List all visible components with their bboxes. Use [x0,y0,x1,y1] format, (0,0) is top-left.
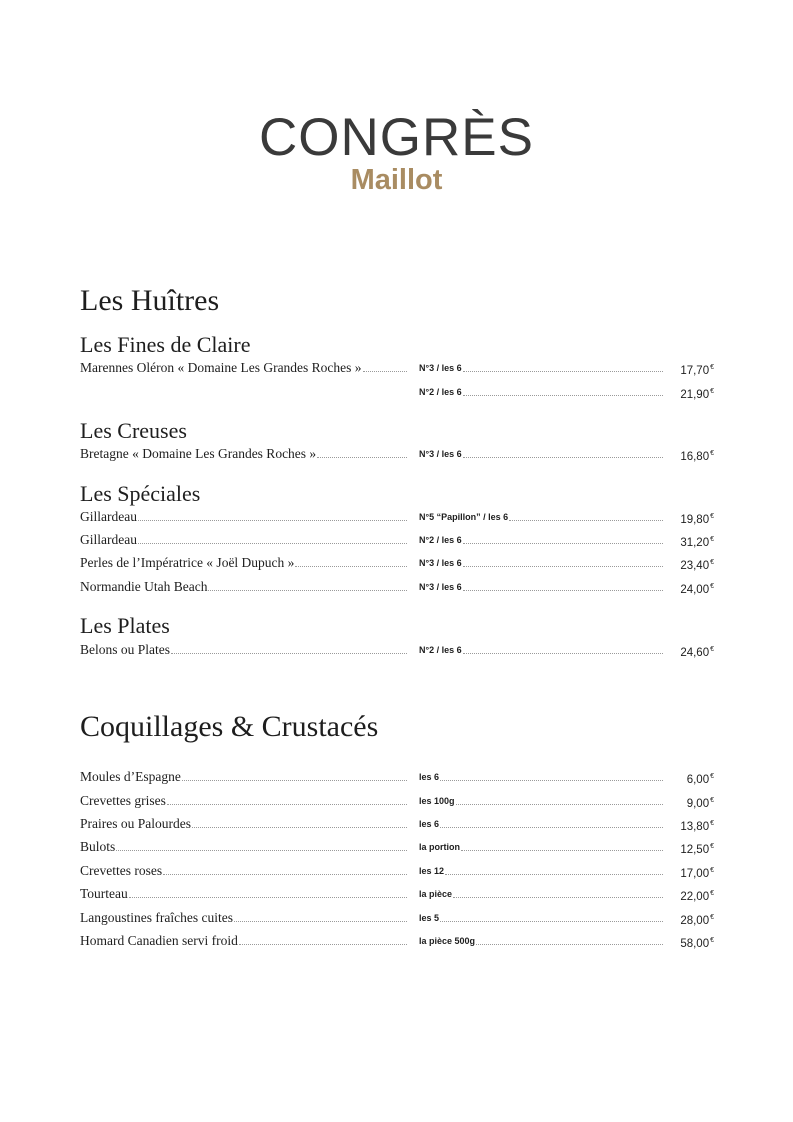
currency-symbol: € [710,583,714,590]
item-size: N°3 / les 6 [419,363,462,373]
item-size-cell [419,531,663,549]
item-size-cell [419,885,663,903]
item-size: les 5 [419,913,440,923]
item-name-cell [80,885,407,903]
item-price: 23,40€ [680,559,714,572]
item-size-cell [419,578,663,596]
dot-leader [208,590,407,591]
item-size-cell [419,815,663,833]
item-name-cell [80,641,407,659]
menu-item [80,932,720,950]
item-name: Homard Canadien servi froid [80,933,238,948]
logo-congres: CONGRÈS [259,108,534,167]
dot-leader [363,371,407,372]
item-name: Perles de l’Impératrice « Joël Dupuch » [80,555,295,570]
item-price: 31,20€ [680,536,714,549]
menu-item [80,359,720,377]
item-name-cell [80,508,407,526]
item-size: N°2 / les 6 [419,387,462,397]
item-price: 9,00€ [686,797,714,810]
dot-leader [182,780,407,781]
item-price: 19,80€ [680,513,714,526]
dot-leader [463,566,663,567]
dot-leader [317,457,407,458]
item-size: les 6 [419,819,440,829]
dot-leader [463,543,663,544]
item-name: Langoustines fraîches cuites [80,910,233,925]
dot-leader [453,897,663,898]
section-title-coquillages: Coquillages & Crustacés [80,710,379,743]
item-size-cell [419,838,663,856]
item-price: 16,80€ [680,450,714,463]
dot-leader [509,520,663,521]
item-size: la pièce 500g [419,936,476,946]
item-size-cell [419,641,663,659]
item-name-cell [80,768,407,786]
menu-item [80,838,720,856]
currency-symbol: € [710,646,714,653]
item-name: Praires ou Palourdes [80,816,191,831]
currency-symbol: € [710,559,714,566]
menu-item [80,508,720,526]
menu-item [80,554,720,572]
item-size-cell [419,445,663,463]
dot-leader [167,804,407,805]
menu-item [80,768,720,786]
item-name-cell [80,862,407,880]
dot-leader [239,944,407,945]
item-name-cell [80,932,407,950]
dot-leader [192,827,407,828]
dot-leader [138,520,407,521]
currency-symbol: € [710,450,714,457]
currency-symbol: € [710,388,714,395]
dot-leader [138,543,407,544]
currency-symbol: € [710,937,714,944]
item-size-cell [419,768,663,786]
dot-leader [440,921,663,922]
item-name-cell [80,578,407,596]
item-name: Bulots [80,839,116,854]
item-size: la pièce [419,889,453,899]
item-name: Marennes Oléron « Domaine Les Grandes Roches » [80,360,362,375]
menu-item [80,578,720,596]
dot-leader [445,874,663,875]
item-name-cell [80,792,407,810]
item-size-cell [419,792,663,810]
item-name: Belons ou Plates [80,642,170,657]
dot-leader [456,804,663,805]
item-price: 24,60€ [680,646,714,659]
item-size-cell [419,932,663,950]
menu-item [80,792,720,810]
currency-symbol: € [710,890,714,897]
menu-item [80,862,720,880]
item-size: les 6 [419,772,440,782]
item-name: Moules d’Espagne [80,769,181,784]
group-title-creuses: Les Creuses [80,418,187,443]
currency-symbol: € [710,914,714,921]
item-size: N°3 / les 6 [419,582,462,592]
menu-item [80,885,720,903]
menu-item [80,641,720,659]
item-size: la portion [419,842,460,852]
item-name-cell [80,909,407,927]
menu-item [80,531,720,549]
dot-leader [463,457,663,458]
dot-leader [234,921,407,922]
dot-leader [476,944,663,945]
item-name-cell [80,815,407,833]
menu-item [80,909,720,927]
menu-item [80,383,720,401]
item-size-cell [419,862,663,880]
item-size-cell [419,909,663,927]
item-price: 58,00€ [680,937,714,950]
item-size: N°5 “Papillon” / les 6 [419,512,509,522]
item-price: 12,50€ [680,843,714,856]
item-size: N°2 / les 6 [419,535,462,545]
item-name: Crevettes grises [80,793,166,808]
item-price: 28,00€ [680,914,714,927]
dot-leader [116,850,407,851]
currency-symbol: € [710,797,714,804]
item-price: 21,90€ [680,388,714,401]
currency-symbol: € [710,513,714,520]
item-size-cell [419,554,663,572]
item-name: Bretagne « Domaine Les Grandes Roches » [80,446,317,461]
item-size: N°3 / les 6 [419,558,462,568]
item-price: 13,80€ [680,820,714,833]
dot-leader [463,371,663,372]
dot-leader [440,780,663,781]
dot-leader [129,897,407,898]
item-size: N°2 / les 6 [419,645,462,655]
item-name: Crevettes roses [80,863,163,878]
logo-maillot: Maillot [350,164,443,196]
item-name: Normandie Utah Beach [80,579,208,594]
group-title-plates: Les Plates [80,613,170,638]
item-price: 22,00€ [680,890,714,903]
dot-leader [295,566,407,567]
item-name: Gillardeau [80,532,137,547]
currency-symbol: € [710,773,714,780]
item-price: 17,70€ [680,364,714,377]
currency-symbol: € [710,820,714,827]
item-price: 24,00€ [680,583,714,596]
item-name: Tourteau [80,886,128,901]
dot-leader [463,653,663,654]
item-name: Gillardeau [80,509,137,524]
item-name-cell [80,838,407,856]
menu-item [80,815,720,833]
group-title-fines-de-claire: Les Fines de Claire [80,332,251,357]
dot-leader [171,653,407,654]
item-name-cell [80,554,407,572]
item-name-cell [80,445,407,463]
item-size-cell [419,359,663,377]
currency-symbol: € [710,536,714,543]
currency-symbol: € [710,364,714,371]
item-size: les 12 [419,866,445,876]
section-title-huitres: Les Huîtres [80,284,220,317]
item-size: N°3 / les 6 [419,449,462,459]
menu-item [80,445,720,463]
item-price: 6,00€ [686,773,714,786]
dot-leader [463,395,663,396]
dot-leader [461,850,663,851]
item-size-cell [419,508,663,526]
dot-leader [440,827,663,828]
currency-symbol: € [710,843,714,850]
item-name-cell [80,359,407,377]
dot-leader [463,590,663,591]
currency-symbol: € [710,867,714,874]
item-price: 17,00€ [680,867,714,880]
item-name-cell [80,531,407,549]
item-size-cell [419,383,663,401]
group-title-speciales: Les Spéciales [80,481,201,506]
dot-leader [163,874,407,875]
item-size: les 100g [419,796,455,806]
